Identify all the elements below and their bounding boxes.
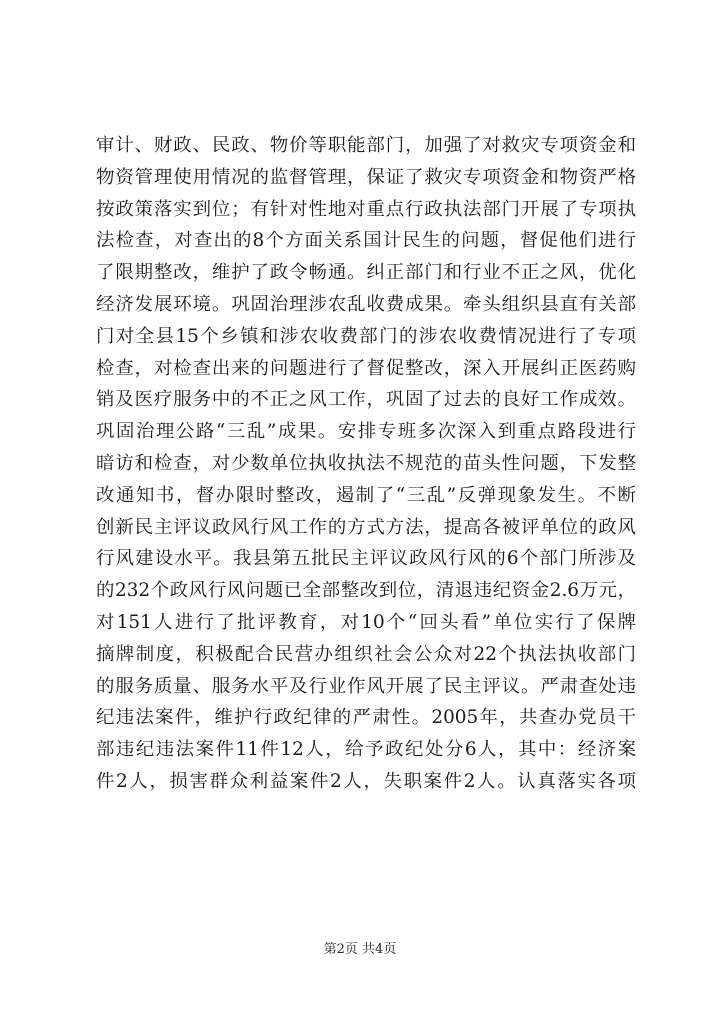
text-line: 对151人进行了批评教育，对10个“回头看”单位实行了保牌 — [96, 611, 636, 633]
text-line: 按政策落实到位；有针对性地对重点行政执法部门开展了专项执 — [96, 198, 636, 220]
text-line: 法检查，对查出的8个方面关系国计民生的问题，督促他们进行 — [96, 230, 636, 252]
text-line: 门对全县15个乡镇和涉农收费部门的涉农收费情况进行了专项 — [96, 325, 636, 347]
text-line: 摘牌制度，积极配合民营办组织社会公众对22个执法执收部门 — [96, 643, 636, 665]
text-line: 纪违法案件，维护行政纪律的严肃性。2005年，共查办党员干 — [96, 707, 636, 729]
text-line: 的232个政风行风问题已全部整改到位，清退违纪资金2.6万元， — [96, 580, 636, 602]
text-line: 部违纪违法案件11件12人，给予政纪处分6人，其中：经济案 — [96, 739, 636, 761]
text-line: 了限期整改，维护了政令畅通。纠正部门和行业不正之风，优化 — [96, 262, 636, 284]
body-paragraph — [96, 130, 636, 798]
text-line: 的服务质量、服务水平及行业作风开展了民主评议。严肃查处违 — [96, 675, 636, 697]
text-line: 创新民主评议政风行风工作的方式方法，提高各被评单位的政风 — [96, 516, 636, 538]
text-line: 巩固治理公路“三乱”成果。安排专班多次深入到重点路段进行 — [96, 421, 636, 443]
text-line: 检查，对检查出来的问题进行了督促整改，深入开展纠正医药购 — [96, 357, 636, 379]
text-line: 改通知书，督办限时整改，遏制了“三乱”反弹现象发生。不断 — [96, 484, 636, 506]
text-line: 销及医疗服务中的不正之风工作，巩固了过去的良好工作成效。 — [96, 389, 636, 411]
page-number-footer: 第2页 共4页 — [323, 942, 397, 957]
text-line: 件2人，损害群众利益案件2人，失职案件2人。认真落实各项 — [96, 770, 636, 792]
text-line: 物资管理使用情况的监督管理，保证了救灾专项资金和物资严格 — [96, 166, 636, 188]
text-line: 审计、财政、民政、物价等职能部门，加强了对救灾专项资金和 — [96, 135, 636, 156]
text-line: 经济发展环境。巩固治理涉农乱收费成果。牵头组织县直有关部 — [96, 293, 636, 315]
text-line: 暗访和检查，对少数单位执收执法不规范的苗头性问题，下发整 — [96, 452, 636, 474]
text-line: 行风建设水平。我县第五批民主评议政风行风的6个部门所涉及 — [96, 548, 636, 570]
